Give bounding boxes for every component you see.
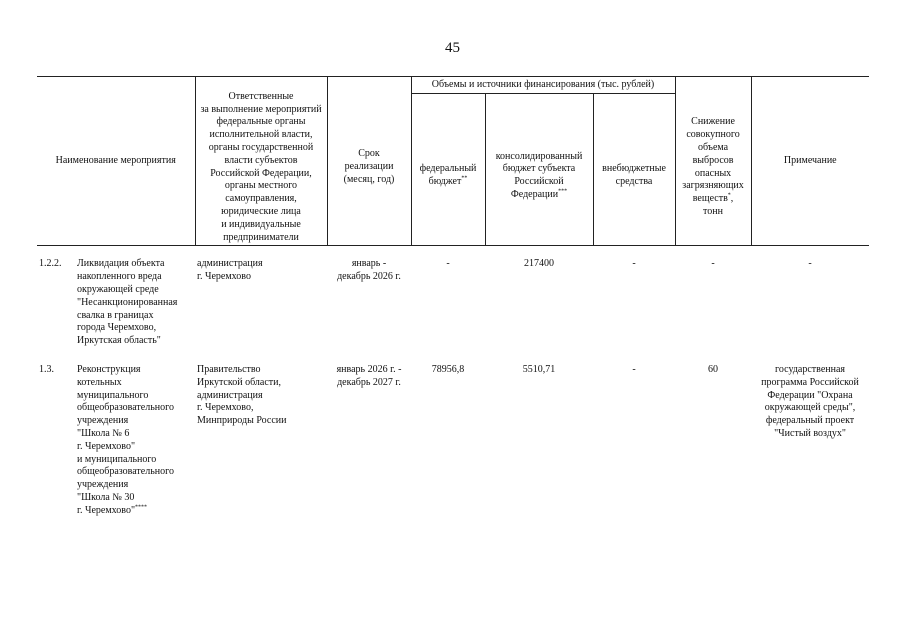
header-consolidated-sup: *** xyxy=(558,188,568,195)
row-federal: 78956,8 xyxy=(431,363,465,375)
header-term xyxy=(327,77,411,246)
header-responsible-text: Ответственные за выполнение мероприятий федеральные органы исполнительной власти, органы государственной власти субъектов Российской Федерации, органы местного самоуправления, юридические лица и индивидуальные предприниматели xyxy=(200,90,322,243)
header-financing-group-text: Объемы и источники финансирования (тыс. рублей) xyxy=(431,78,655,90)
row-federal: - xyxy=(446,258,450,270)
header-extrabudgetary xyxy=(593,94,675,246)
header-federal-text: федеральный бюджет xyxy=(419,163,477,188)
header-name-text: Наименование мероприятия xyxy=(55,154,176,166)
row-reduction: 60 xyxy=(708,363,719,375)
header-federal xyxy=(411,94,485,246)
row-consolidated: 5510,71 xyxy=(522,363,556,375)
header-extrabudgetary-text: внебюджетные средства xyxy=(602,163,666,188)
row-term: январь 2026 г. - декабрь 2027 г. xyxy=(336,363,402,388)
row-name-cell xyxy=(37,258,195,348)
row-number: 1.3. xyxy=(39,363,54,375)
row-note: - xyxy=(808,258,812,270)
row-number: 1.2.2. xyxy=(39,258,62,270)
header-financing-group xyxy=(411,77,675,94)
row-name-sup: **** xyxy=(135,504,148,511)
header-name xyxy=(37,77,195,246)
row-extrabudgetary: - xyxy=(632,258,636,270)
header-reduction xyxy=(675,77,751,246)
row-name: Ликвидация объекта накопленного вреда окружающей среде "Несанкционированная свалка в границах города Черемхово, Иркутская область" xyxy=(77,258,178,347)
row-responsible: администрация г. Черемхово xyxy=(197,258,263,283)
row-name-cell xyxy=(37,364,195,518)
row-responsible: Правительство Иркутской области, администрация г. Черемхово, Минприроды России xyxy=(197,363,287,427)
activities-table xyxy=(37,76,869,518)
header-reduction-text: Снижение совокупного объема выбросов опасных загрязняющих веществ xyxy=(682,116,744,205)
header-federal-sup: ** xyxy=(461,175,468,182)
row-note: государственная программа Российской Федерации "Охрана окружающей среды", федеральный проект "Чистый воздух" xyxy=(761,363,859,439)
row-term: январь - декабрь 2026 г. xyxy=(337,258,401,283)
header-reduction-unit: , тонн xyxy=(703,193,734,217)
table-row xyxy=(37,364,869,518)
row-name xyxy=(77,364,174,518)
page-number: 45 xyxy=(445,40,460,56)
header-note-text: Примечание xyxy=(783,154,837,166)
table-row xyxy=(37,258,869,348)
row-extrabudgetary: - xyxy=(632,363,636,375)
row-reduction: - xyxy=(711,258,715,270)
row-name-text: Реконструкция котельных муниципального общеобразовательного учреждения "Школа № 6 г. Черемхово" и муниципального общеобразовательного учреждения "Школа № 30 г. Черемхово" xyxy=(77,363,174,516)
header-reduction-sup: * xyxy=(727,192,731,199)
header-term-text: Срок реализации (месяц, год) xyxy=(343,148,395,185)
header-consolidated-text: консолидированный бюджет субъекта Российской Федерации xyxy=(495,150,583,200)
header-responsible xyxy=(195,77,327,246)
row-consolidated: 217400 xyxy=(524,258,554,270)
header-note xyxy=(751,77,869,246)
header-consolidated xyxy=(485,94,593,246)
